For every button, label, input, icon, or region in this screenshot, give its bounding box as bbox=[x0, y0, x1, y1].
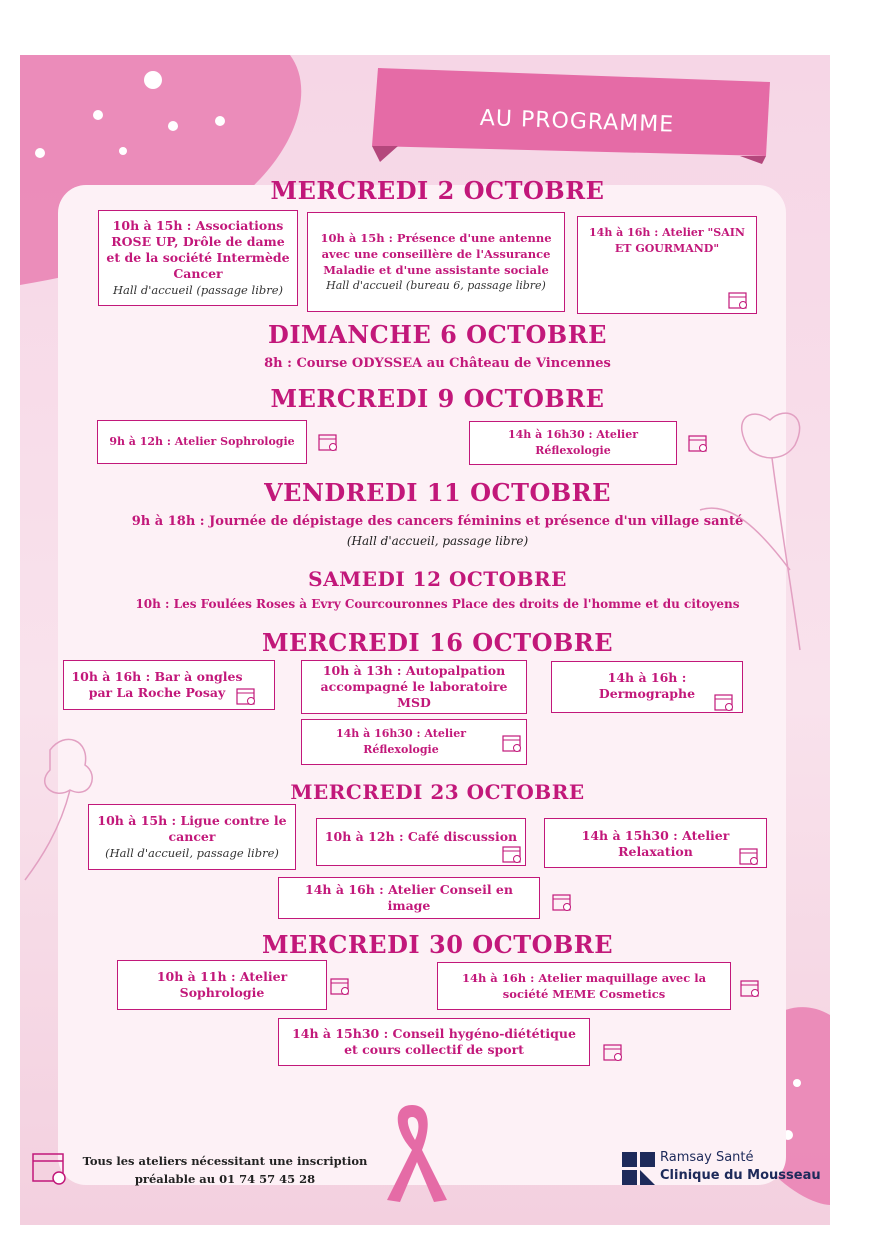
event-line: 8h : Course ODYSSEA au Château de Vincennes bbox=[264, 356, 611, 371]
event-text: 14h à 16h30 : Atelier Réflexologie bbox=[508, 428, 638, 457]
day-title: MERCREDI 16 OCTOBRE bbox=[261, 628, 614, 657]
event-location: (Hall d'accueil, passage libre) bbox=[105, 846, 279, 860]
day-title: VENDREDI 11 OCTOBRE bbox=[264, 478, 611, 507]
calendar-icon bbox=[330, 976, 350, 996]
event-box bbox=[278, 877, 540, 919]
event-text: 14h à 16h30 : Atelier Réflexologie bbox=[336, 727, 466, 756]
day-title: MERCREDI 2 OCTOBRE bbox=[270, 176, 605, 205]
day-title: MERCREDI 30 OCTOBRE bbox=[261, 930, 614, 959]
event-text: 14h à 16h : Atelier "SAIN ET GOURMAND" bbox=[589, 226, 745, 255]
event-text: 9h à 12h : Atelier Sophrologie bbox=[109, 435, 295, 448]
flower-decoration bbox=[20, 730, 120, 890]
event-box bbox=[316, 818, 526, 866]
event-box bbox=[97, 420, 307, 464]
calendar-icon bbox=[502, 733, 522, 753]
event-box bbox=[301, 660, 527, 714]
pink-ribbon-icon bbox=[372, 1100, 452, 1205]
calendar-icon bbox=[728, 290, 748, 310]
calendar-icon bbox=[502, 844, 522, 864]
event-text: 14h à 16h : Atelier maquillage avec la société MEME Cosmetics bbox=[461, 971, 707, 1001]
event-box bbox=[98, 210, 298, 306]
flower-decoration bbox=[690, 400, 830, 660]
event-box bbox=[437, 962, 731, 1010]
event-text: 14h à 16h : Atelier Conseil en image bbox=[305, 882, 513, 913]
event-text: 10h à 12h : Café discussion bbox=[324, 829, 518, 844]
calendar-icon bbox=[552, 892, 572, 912]
calendar-icon bbox=[714, 692, 734, 712]
event-text: 10h à 15h : Associations ROSE UP, Drôle de dame et de la société Intermède Cancer bbox=[106, 218, 290, 281]
event-text: 10h à 13h : Autopalpation accompagné le laboratoire MSD bbox=[320, 663, 508, 710]
event-box bbox=[278, 1018, 590, 1066]
day-title: MERCREDI 9 OCTOBRE bbox=[270, 384, 605, 413]
calendar-icon bbox=[603, 1042, 623, 1062]
logo-line1: Ramsay Santé bbox=[660, 1150, 754, 1165]
event-text: 10h à 15h : Ligue contre le cancer bbox=[97, 813, 287, 844]
banner-title: AU PROGRAMME bbox=[479, 105, 675, 138]
ramsay-logo-icon bbox=[622, 1152, 656, 1186]
event-line: 9h à 18h : Journée de dépistage des cancers féminins et présence d'un village santé bbox=[131, 514, 744, 529]
footer-note: Tous les ateliers nécessitant une inscription préalable au 01 74 57 45 28 bbox=[82, 1154, 368, 1186]
event-text: 10h à 15h : Présence d'une antenne avec une conseillère de l'Assurance Maladie et d'une assistante sociale bbox=[320, 231, 552, 277]
calendar-icon bbox=[739, 846, 759, 866]
event-text: 14h à 15h30 : Conseil hygéno-diététique et cours collectif de sport bbox=[292, 1026, 576, 1057]
calendar-icon bbox=[318, 432, 338, 452]
event-location: (Hall d'accueil, passage libre) bbox=[346, 534, 529, 548]
event-box bbox=[469, 421, 677, 465]
day-title: SAMEDI 12 OCTOBRE bbox=[308, 567, 567, 591]
day-title: DIMANCHE 6 OCTOBRE bbox=[268, 320, 607, 349]
logo-line2: Clinique du Mousseau bbox=[660, 1168, 821, 1183]
banner-ribbon bbox=[370, 66, 790, 166]
event-text: 14h à 16h : Dermographe bbox=[598, 670, 696, 701]
event-text: 14h à 15h30 : Atelier Relaxation bbox=[581, 828, 730, 859]
event-box bbox=[117, 960, 327, 1010]
event-text: 10h à 11h : Atelier Sophrologie bbox=[156, 969, 288, 1000]
calendar-icon bbox=[30, 1148, 70, 1188]
event-text: 10h à 16h : Bar à ongles par La Roche Posay bbox=[71, 669, 243, 700]
event-box bbox=[307, 212, 565, 312]
event-box bbox=[301, 719, 527, 765]
event-location: Hall d'accueil (bureau 6, passage libre) bbox=[326, 279, 546, 292]
calendar-icon bbox=[236, 686, 256, 706]
calendar-icon bbox=[740, 978, 760, 998]
event-line: 10h : Les Foulées Roses à Evry Courcouronnes Place des droits de l'homme et du citoyens bbox=[135, 597, 740, 611]
day-title: MERCREDI 23 OCTOBRE bbox=[290, 780, 585, 804]
event-location: Hall d'accueil (passage libre) bbox=[112, 283, 284, 297]
event-box bbox=[544, 818, 767, 868]
